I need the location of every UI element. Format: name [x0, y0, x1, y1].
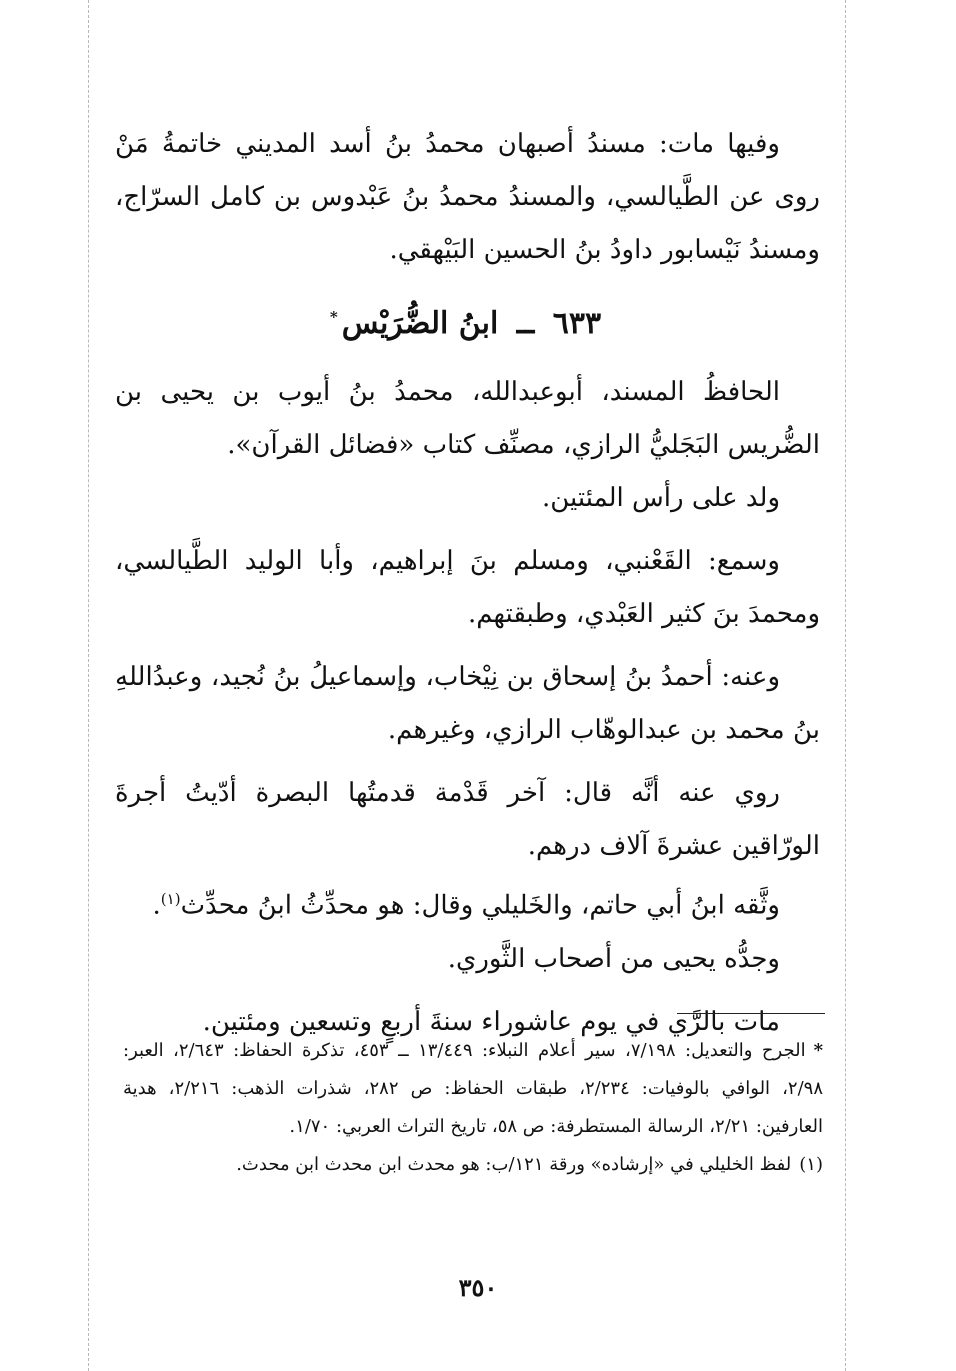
- birth-paragraph: ولد على رأس المئتين.: [542, 483, 780, 513]
- page-body: [115, 118, 820, 1049]
- biography-paragraph: الحافظُ المسند، أبوعبدالله، محمدُ بنُ أيوب بن يحيى بن الضُّريس البَجَليُّ الرازي، مصنِّف كتاب «فضائل القرآن».: [115, 377, 820, 460]
- entry-heading: [115, 287, 820, 354]
- thiqa-text: وثَّقه ابنُ أبي حاتم، والخَليلي وقال: هو محدِّثُ ابنُ محدِّث: [180, 890, 780, 921]
- sources-star: *: [813, 1040, 823, 1061]
- page-number: ٣٥٠: [458, 1273, 498, 1302]
- intro-paragraph: وفيها مات: مسندُ أصبهان محمدُ بنُ أسد المديني خاتمةُ مَنْ روى عن الطَّيالسي، والمسندُ محمدُ بنُ عَبْدوس بن كامل السرّاج، ومسندُ نَيْسابور داودُ بنُ الحسين البَيْهقي.: [115, 129, 820, 265]
- entry-dash: ــ: [516, 306, 535, 341]
- sources-text: الجرح والتعديل: ٧/١٩٨، سير أعلام النبلاء: ١٣/٤٤٩ ــ ٤٥٣، تذكرة الحفاظ: ٢/٦٤٣، العبر: ٢/٩٨، الوافي بالوفيات: ٢/٢٣٤، طبقات الحفاظ: ص ٢٨٢، شذرات الذهب: ٢/٢١٦، هدية العارفين: ٢/٢١، الرسالة المستطرفة: ص ٥٨، تاريخ التراث العربي: ١/٧٠.: [123, 1040, 823, 1137]
- footnote-separator: [677, 1013, 825, 1014]
- anecdote-paragraph: روي عنه أنَّه قال: آخر قَدْمة قدمتُها البصرة أدّيتُ أجرةَ الورّاقين عشرةَ آلاف درهم.: [115, 778, 820, 861]
- right-margin-guide: [845, 0, 846, 1371]
- footnotes: [123, 1032, 823, 1184]
- death-paragraph: مات بالرَّي في يوم عاشوراء سنةَ أربعٍ وتسعين ومئتين.: [202, 1006, 780, 1037]
- footnote-1-text: لفظ الخليلي في «إرشاده» ورقة ١٢١/ب: هو محدث ابن محدث ابن محدث.: [236, 1154, 792, 1175]
- footnote-1-mark: (١): [799, 1154, 823, 1175]
- entry-number: ٦٣٣: [552, 306, 602, 341]
- footnote-1: [123, 1146, 823, 1184]
- thiqa-paragraph: [115, 873, 820, 933]
- students-paragraph: وعنه: أحمدُ بنُ إسحاق بن نِيْخاب، وإسماعيلُ بنُ نُجيد، وعبدُاللهِ بنُ محمد بن عبدالوهّاب الرازي، وغيرهم.: [115, 662, 820, 745]
- thiqa-end: .: [152, 890, 161, 921]
- footnote-ref-1: (١): [160, 890, 181, 908]
- entry-name: ابنُ الضُّرَيْس: [341, 306, 499, 341]
- teachers-paragraph: وسمع: القَعْنبي، ومسلم بنَ إبراهيم، وأبا الوليد الطَّيالسي، ومحمدَ بنَ كثير العَبْدي، وطبقتهم.: [115, 546, 820, 629]
- grandfather-paragraph: وجدُّه يحيى من أصحاب الثَّوري.: [447, 943, 780, 974]
- entry-star: *: [329, 308, 338, 326]
- sources-footnote: [123, 1032, 823, 1146]
- left-margin-guide: [88, 0, 89, 1371]
